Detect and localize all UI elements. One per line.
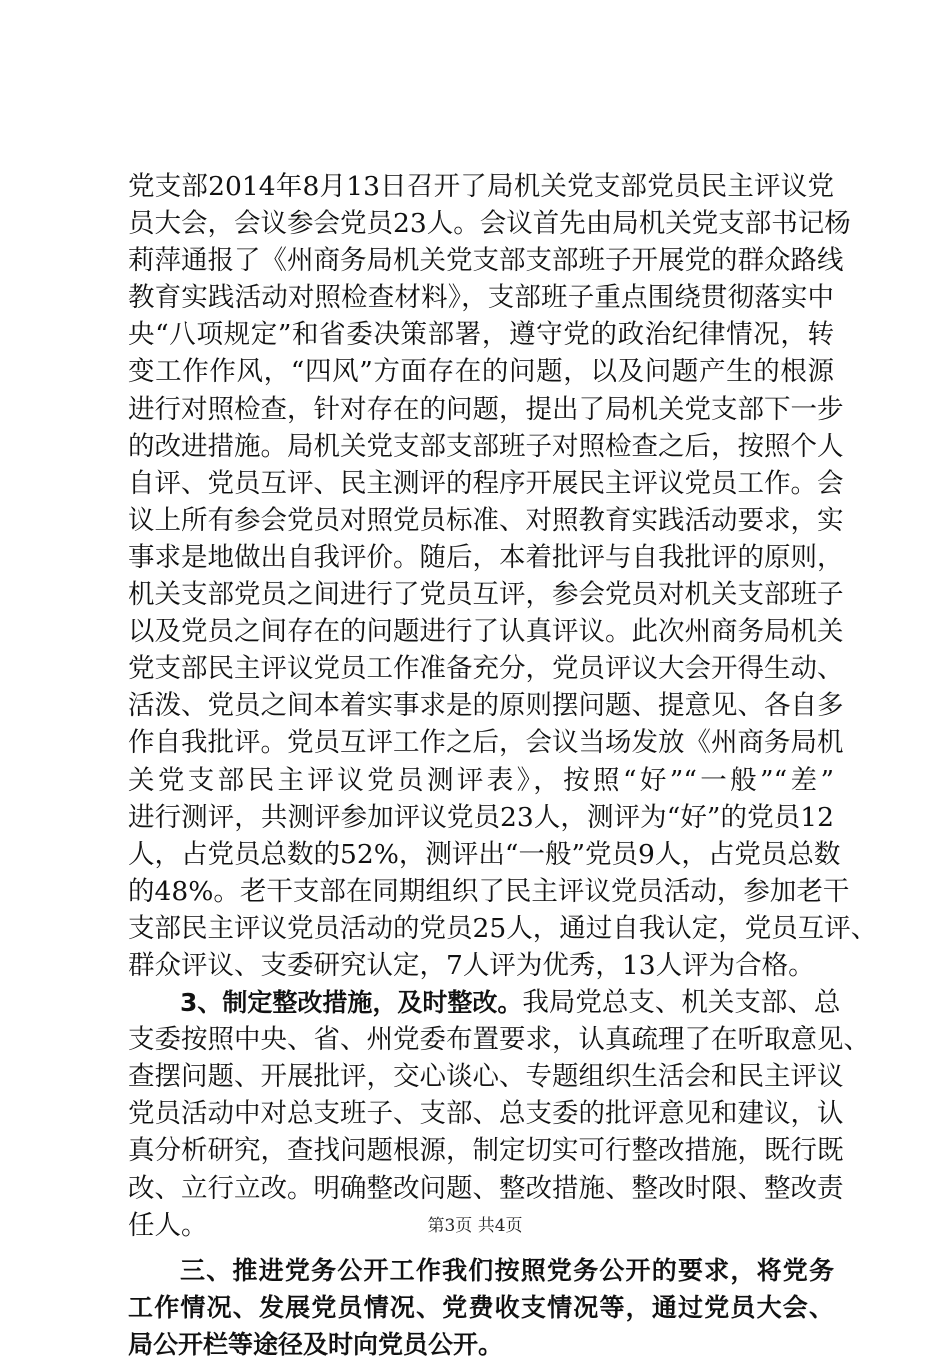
- text-line: 教育实践活动对照检查材料》，支部班子重点围绕贯彻落实中: [128, 282, 834, 314]
- text-line: 作自我批评。党员互评工作之后，会议当场发放《州商务局机: [128, 727, 844, 759]
- section-heading-three: 三、推进党务公开工作我们按照党务公开的要求，将党务: [180, 1255, 834, 1285]
- text-line: 查摆问题、开展批评，交心谈心、专题组织生活会和民主评议: [128, 1061, 844, 1093]
- text-line: 莉萍通报了《州商务局机关党支部支部班子开展党的群众路线: [128, 245, 844, 277]
- text-line: 议上所有参会党员对照党员标准、对照教育实践活动要求，实: [128, 504, 844, 536]
- text-line: 支部民主评议党员活动的党员25人，通过自我认定，党员互评、: [128, 912, 878, 944]
- text-line: 自评、党员互评、民主测评的程序开展民主评议党员工作。会: [128, 467, 844, 499]
- text-line: 机关支部党员之间进行了党员互评，参会党员对机关支部班子: [128, 579, 844, 611]
- text-line: 以及党员之间存在的问题进行了认真评议。此次州商务局机关: [128, 616, 844, 648]
- text-line: 改、立行立改。明确整改问题、整改措施、整改时限、整改责: [128, 1172, 844, 1204]
- text-line: 支委按照中央、省、州党委布置要求，认真疏理了在听取意见、: [128, 1024, 870, 1056]
- paragraph-party-affairs: [128, 1252, 834, 1363]
- text-line: 真分析研究，查找问题根源，制定切实可行整改措施，既行既: [128, 1135, 844, 1167]
- text-line: 员大会，会议参会党员23人。会议首先由局机关党支部书记杨: [128, 208, 851, 240]
- text-line: 党员活动中对总支班子、支部、总支委的批评意见和建议，认: [128, 1098, 844, 1130]
- text-line: 的改进措施。局机关党支部支部班子对照检查之后，按照个人: [128, 430, 844, 462]
- section-heading-3: 3、制定整改措施，及时整改。: [180, 988, 523, 1018]
- text-line: 人，占党员总数的52%，测评出“一般”党员9人，占党员总数: [128, 838, 841, 870]
- text-line: 任人。: [128, 1209, 208, 1241]
- paragraph-meeting-report: [128, 168, 878, 984]
- document-body: [128, 168, 878, 1363]
- text-line: 关党支部民主评议党员测评表》，按照“好”“一般”“差”: [128, 764, 834, 796]
- text-line: 党支部2014年8月13日召开了局机关党支部党员民主评议党: [128, 171, 834, 202]
- text-line: 变工作作风，“四风”方面存在的问题，以及问题产生的根源: [128, 356, 834, 388]
- page-number-footer: 第3页 共4页: [427, 1216, 523, 1236]
- text-line: [128, 984, 841, 1021]
- text-line: 工作情况、发展党员情况、党费收支情况等，通过党员大会、: [128, 1292, 834, 1322]
- text-line: 活泼、党员之间本着实事求是的原则摆问题、提意见、各自多: [128, 690, 844, 722]
- text-line: 央“八项规定”和省委决策部署，遵守党的政治纪律情况，转: [128, 319, 834, 351]
- text-line: 进行对照检查，针对存在的问题，提出了局机关党支部下一步: [128, 393, 844, 425]
- paragraph-rectification: [128, 984, 870, 1244]
- text-line: 进行测评，共测评参加评议党员23人，测评为“好”的党员12: [128, 801, 834, 833]
- text-line: 群众评议、支委研究认定，7人评为优秀，13人评为合格。: [128, 949, 815, 981]
- text-span: 我局党总支、机关支部、总: [522, 987, 841, 1019]
- text-line: 党支部民主评议党员工作准备充分，党员评议大会开得生动、: [128, 653, 844, 685]
- text-line: 的48%。老干支部在同期组织了民主评议党员活动，参加老干: [128, 875, 850, 907]
- text-line: 局公开栏等途径及时向党员公开。: [128, 1329, 504, 1359]
- text-line: 事求是地做出自我评价。随后，本着批评与自我批评的原则，: [128, 541, 844, 573]
